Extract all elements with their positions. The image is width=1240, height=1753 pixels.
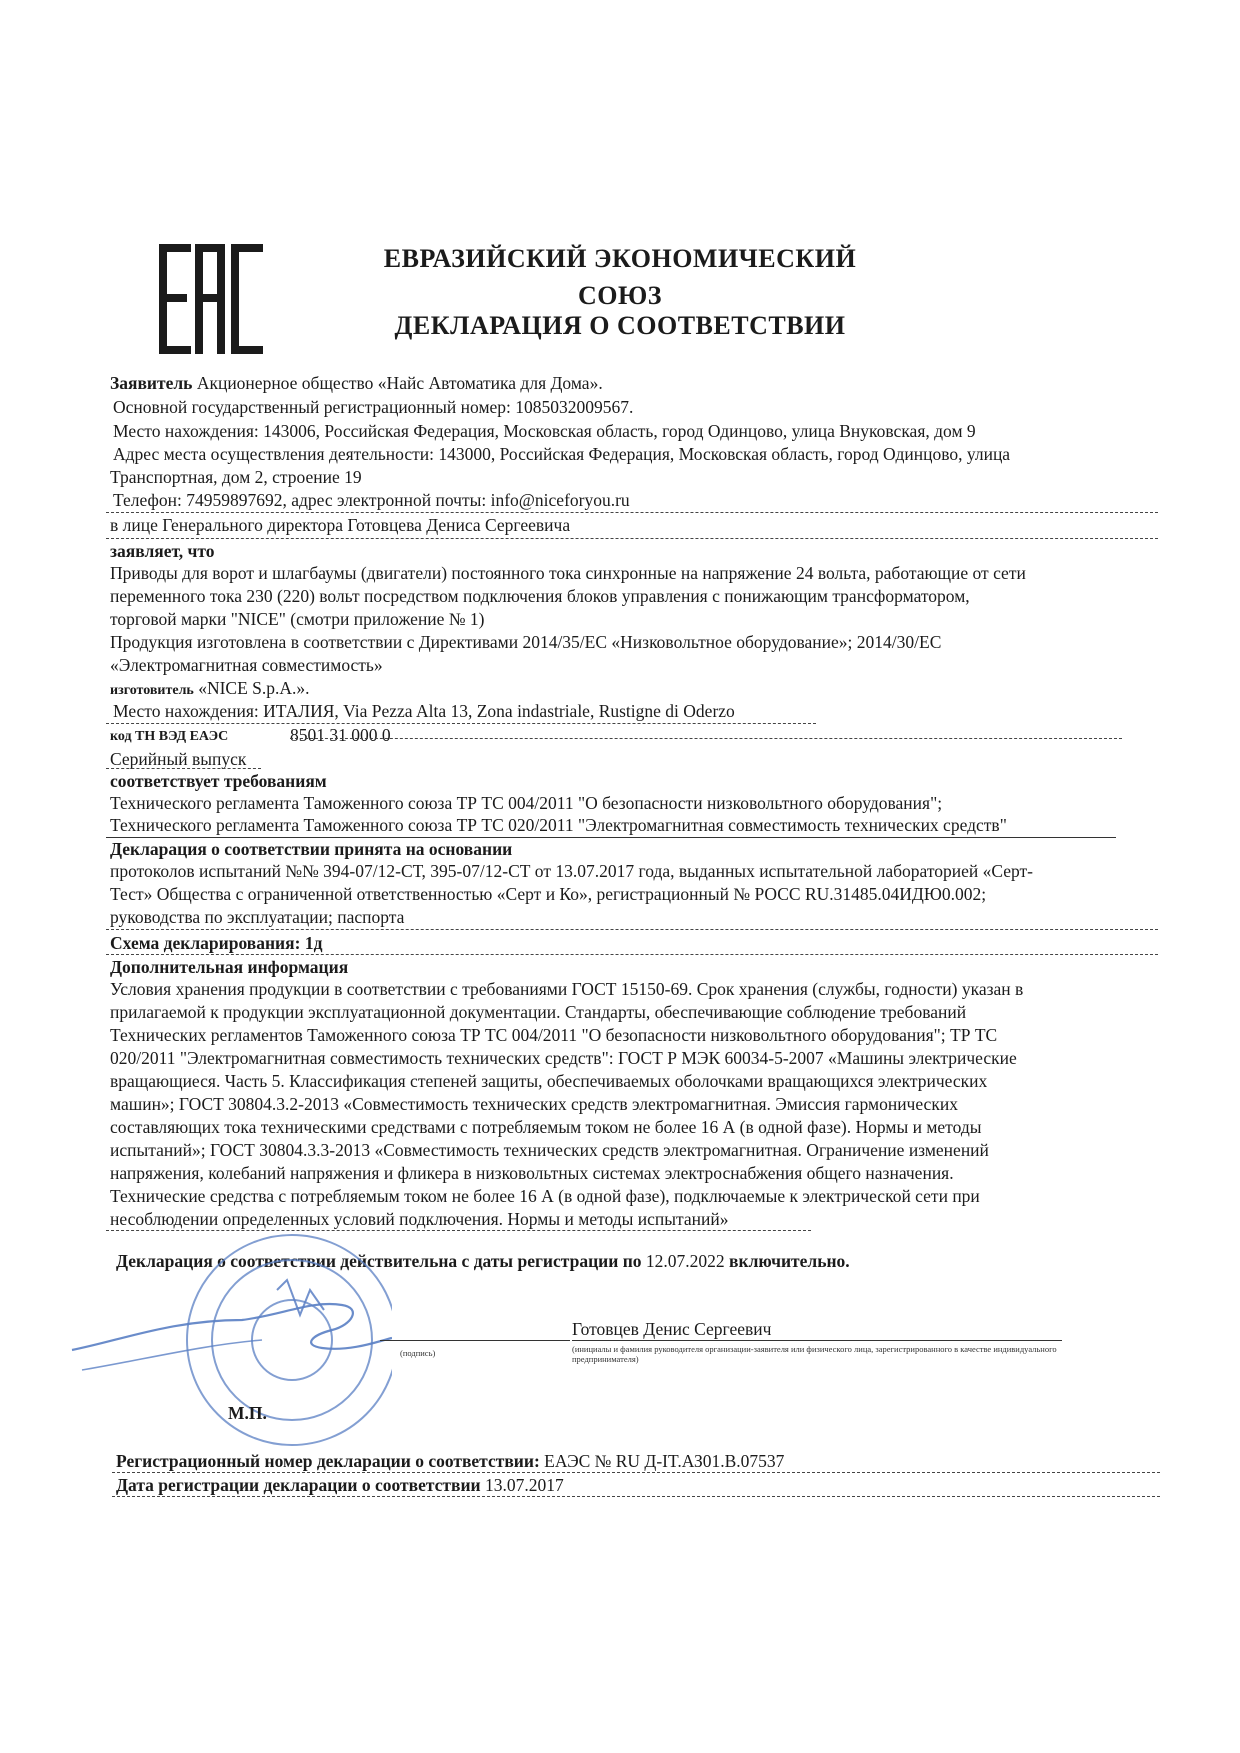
applicant-activity-address-1: Адрес места осуществления деятельности: 143000, Российская Федерация, Московская область, город Одинцово, улица <box>113 444 1011 464</box>
basis-line-2: Тест» Общества с ограниченной ответственностью «Серт и Ко», регистрационный № РОСС RU.31485.04ИДЮ0.002; <box>110 884 987 904</box>
divider <box>112 1472 1160 1473</box>
validity-date: 12.07.2022 <box>645 1251 725 1271</box>
additional-info-line: прилагаемой к продукции эксплуатационной документации. Стандарты, обеспечивающие соблюдение требований <box>110 1002 967 1022</box>
name-caption: (инициалы и фамилия руководителя организации-заявителя или физического лица, зарегистрированного в качестве индивидуального предпринимателя) <box>572 1344 1057 1364</box>
manufacturer-label: изготовитель <box>110 683 194 698</box>
represented-by: в лице Генерального директора Готовцева Дениса Сергеевича <box>110 515 571 535</box>
applicant-ogrn: Основной государственный регистрационный номер: 1085032009567. <box>113 397 634 417</box>
basis-line-1: протоколов испытаний №№ 394-07/12-СТ, 395-07/12-СТ от 13.07.2017 года, выданных испытательной лабораторией «Серт- <box>110 861 1034 881</box>
additional-info-line: составляющих тока техническими средствами с потребляемым током не более 16 А (в одной фазе). Нормы и методы <box>110 1117 982 1137</box>
registration-number-line <box>116 1450 784 1472</box>
applicant-location: Место нахождения: 143006, Российская Федерация, Московская область, город Одинцово, улица Внуковская, дом 9 <box>113 421 976 441</box>
title-line-3: ДЕКЛАРАЦИЯ О СООТВЕТСТВИИ <box>394 311 846 340</box>
basis-line-3: руководства по эксплуатации; паспорта <box>110 907 405 927</box>
product-line-2: переменного тока 230 (220) вольт посредством подключения блоков управления с понижающим трансформатором, <box>110 586 970 606</box>
additional-info-line: испытаний»; ГОСТ 30804.3.3-2013 «Совместимость технических средств электромагнитная. Ограничение изменений <box>110 1140 989 1160</box>
divider <box>106 538 1158 539</box>
additional-info-line: 020/2011 "Электромагнитная совместимость технических средств": ГОСТ Р МЭК 60034-5-2007 «Машины электрические <box>110 1048 1017 1068</box>
basis-label: Декларация о соответствии принята на основании <box>110 839 513 859</box>
organization-stamp <box>62 1220 392 1460</box>
seal-label: М.П. <box>228 1403 267 1423</box>
declaration-scheme: Схема декларирования: 1д <box>110 933 323 953</box>
validity-suffix: включительно. <box>724 1251 850 1271</box>
divider <box>106 512 1158 513</box>
additional-info-line: Условия хранения продукции в соответствии с требованиями ГОСТ 15150-69. Срок хранения (службы, годности) указан в <box>110 979 1024 999</box>
divider <box>106 954 1158 955</box>
declares-label: заявляет, что <box>110 541 215 561</box>
requirements-label: соответствует требованиям <box>110 771 327 791</box>
additional-info-line: напряжения, колебаний напряжения и фликера в низковольтных системах электроснабжения общего назначения. <box>110 1163 954 1183</box>
directives-line-2: «Электромагнитная совместимость» <box>110 655 383 675</box>
applicant-line <box>110 372 603 394</box>
title-line-2: СОЮЗ <box>578 281 662 310</box>
product-line-1: Приводы для ворот и шлагбаумы (двигатели) постоянного тока синхронные на напряжение 24 вольта, работающие от сети <box>110 563 1026 583</box>
signature-caption: (подпись) <box>400 1348 436 1358</box>
requirements-line-2: Технического регламента Таможенного союза ТР ТС 020/2011 "Электромагнитная совместимость технических средств" <box>110 815 1007 835</box>
registration-number-label: Регистрационный номер декларации о соответствии: <box>116 1451 545 1471</box>
hs-code-value: 8501 31 000 0 <box>290 725 391 745</box>
divider <box>106 723 816 724</box>
additional-info-line: несоблюдении определенных условий подключения. Нормы и методы испытаний» <box>110 1209 729 1229</box>
manufacturer-name: «NICE S.p.A.». <box>193 678 310 698</box>
registration-date-line <box>116 1474 564 1496</box>
divider <box>290 738 1122 739</box>
applicant-label: Заявитель <box>110 373 193 393</box>
name-line <box>572 1340 1062 1341</box>
eac-logo <box>157 244 267 354</box>
requirements-line-1: Технического регламента Таможенного союза ТР ТС 004/2011 "О безопасности низковольтного оборудования"; <box>110 793 943 813</box>
registration-date-label: Дата регистрации декларации о соответствии <box>116 1475 486 1495</box>
title-line-1: ЕВРАЗИЙСКИЙ ЭКОНОМИЧЕСКИЙ <box>383 244 857 273</box>
manufacturer-line <box>110 677 310 702</box>
divider <box>112 1496 1160 1497</box>
directives-line-1: Продукция изготовлена в соответствии с Директивами 2014/35/ЕС «Низковольтное оборудование»; 2014/30/ЕС <box>110 632 942 652</box>
manufacturer-location: Место нахождения: ИТАЛИЯ, Via Pezza Alta 13, Zona indastriale, Rustigne di Oderzo <box>113 701 735 721</box>
signer-name: Готовцев Денис Сергеевич <box>572 1319 772 1339</box>
validity-prefix: Декларация о соответствии действительна с даты регистрации по <box>116 1251 646 1271</box>
applicant-activity-address-2: Транспортная, дом 2, строение 19 <box>110 467 362 487</box>
registration-number: ЕАЭС № RU Д-IT.АЗ01.В.07537 <box>544 1451 785 1471</box>
production-type: Серийный выпуск <box>110 749 247 769</box>
additional-info-line: вращающиеся. Часть 5. Классификация степеней защиты, обеспечиваемых оболочками вращающихся электрических <box>110 1071 988 1091</box>
signature-line <box>380 1340 570 1341</box>
additional-info-line: машин»; ГОСТ 30804.3.2-2013 «Совместимость технических средств электромагнитная. Эмиссия гармонических <box>110 1094 958 1114</box>
product-line-3: торговой марки "NICE" (смотри приложение № 1) <box>110 609 485 629</box>
additional-info-line: Технических регламентов Таможенного союза ТР ТС 004/2011 "О безопасности низковольтного оборудования"; ТР ТС <box>110 1025 998 1045</box>
registration-date: 13.07.2017 <box>485 1475 564 1495</box>
hs-code-label: код ТН ВЭД ЕАЭС <box>110 729 229 744</box>
divider <box>106 929 1158 930</box>
applicant-contacts: Телефон: 74959897692, адрес электронной почты: info@niceforyou.ru <box>113 490 630 510</box>
additional-info-line: Технические средства с потребляемым током не более 16 А (в одной фазе), подключаемые к электрической сети при <box>110 1186 980 1206</box>
applicant-name: Акционерное общество «Найс Автоматика для Дома». <box>192 373 603 393</box>
divider <box>106 768 261 769</box>
additional-info-label: Дополнительная информация <box>110 957 349 977</box>
